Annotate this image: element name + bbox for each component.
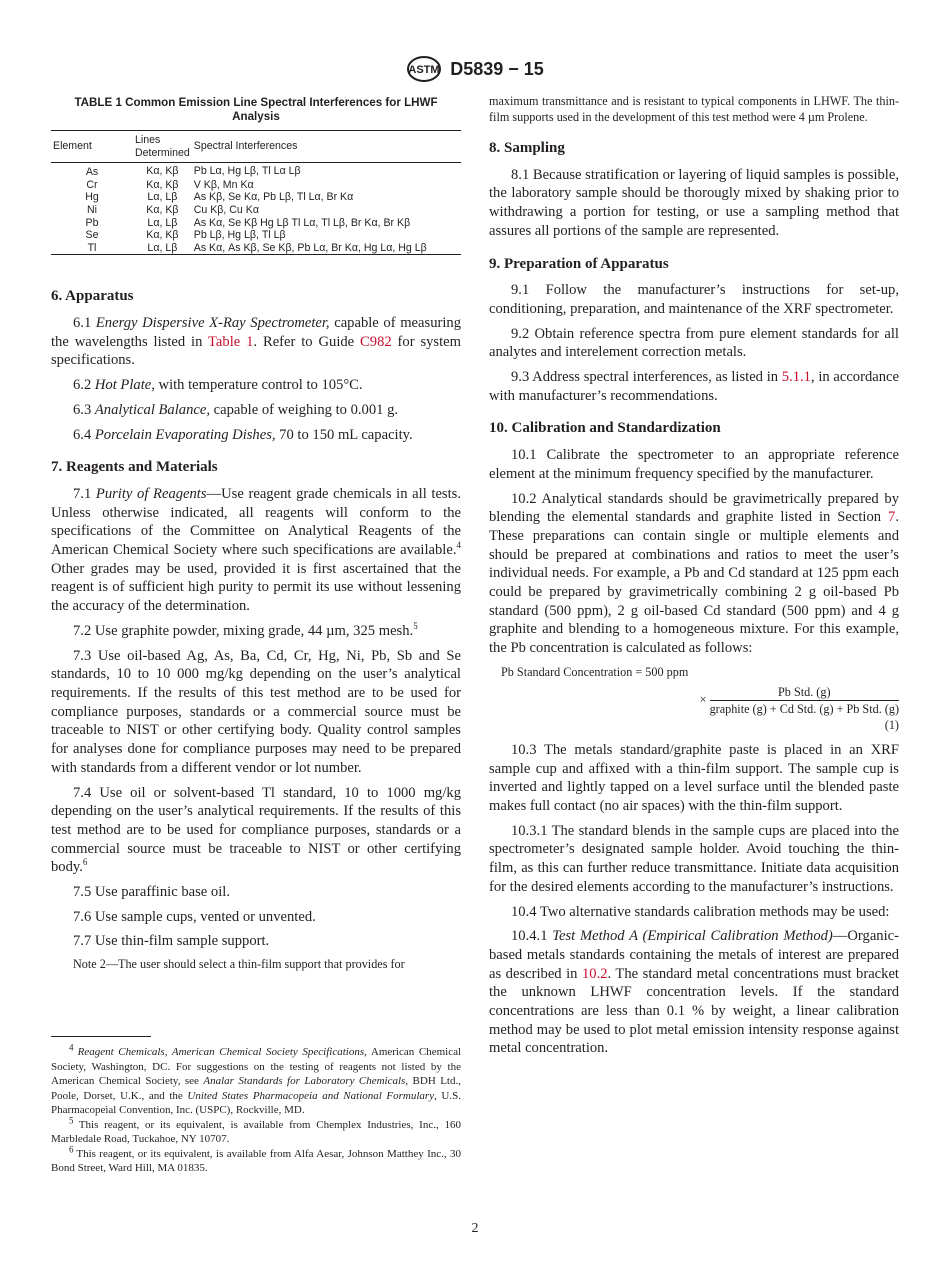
text-run: , BDH Ltd., Poole, Dorset, U.K., and the	[51, 1075, 461, 1102]
text-run: . The standard metal concentrations must bracket the unknown LHWF concentration levels. If the standard concentrations are less than 0.1 % by weight, a linear calibration method may be used to plot metal emission intensity response against metal concentration.	[489, 965, 899, 1057]
denominator: graphite (g) + Cd Std. (g) + Pb Std. (g)	[709, 701, 899, 716]
table-1	[51, 130, 461, 255]
cross-reference-link[interactable]: 7	[888, 509, 896, 526]
designation: D5839 − 15	[450, 58, 544, 79]
astm-logo-icon	[406, 56, 442, 82]
text-run: Analytical Balance,	[94, 401, 210, 418]
paragraph	[51, 376, 461, 395]
text-run: 6.4	[73, 426, 95, 443]
section-heading: 10. Calibration and Standardization	[489, 420, 721, 437]
text-run: with temperature control to 105°C.	[154, 377, 363, 394]
table-cell: Lα, Lβ	[147, 216, 178, 229]
footnote-marker: 4	[69, 1042, 78, 1053]
text-run: 7.4 Use oil or solvent-based Tl standard, 10 to 1000 mg/kg depending on the user’s analytical requirements. If the results of this test method are to be used for compliance purposes, standards or a commercial source must be traceable to NIST or other certifying body.	[51, 784, 461, 876]
footnote-marker: 5	[69, 1114, 79, 1125]
text-run: maximum transmittance and is resistant to typical components in LHWF. The thin-film supports used in the development of this test method were 4 µm Prolene.	[489, 94, 899, 124]
text-run: This reagent, or its equivalent, is available from Chemplex Industries, Inc., 160 Marbledale Road, Tuckahoe, NY 10707.	[51, 1118, 462, 1145]
table-cell: Hg	[85, 191, 99, 204]
paragraph	[489, 927, 899, 1058]
text-run: . These preparations can contain single or multiple elements and should be prepared at combinations and ratios to meet the user’s individual needs. For example, a Pb and Cd standard at 125 ppm each could be prepared by gravimetrically combining 2 g oil-based Pb standard (500 ppm), 2 g oil-based Cd standard (500 ppm) and 4 g graphite and blending to a homogeneous mixture. For this example, the Pb concentration is calculated as follows:	[489, 509, 899, 657]
paragraph	[51, 784, 461, 878]
cross-reference-link[interactable]: 5.1.1	[781, 369, 811, 386]
equation-lhs: Pb Standard Concentration = 500 ppm	[501, 664, 689, 679]
paragraph	[489, 490, 899, 658]
svg-text:ASTM: ASTM	[408, 64, 440, 76]
text-run: 6.3	[73, 401, 95, 418]
text-run: 10.3 The metals standard/graphite paste is placed in an XRF sample cup and affixed with a thin-film support. The sample cup is inverted and lightly tapped on a level surface until the blended paste makes full contact (no air spaces) with the thin-film support.	[489, 741, 899, 814]
table-cell: As Kα, As Kβ, Se Kβ, Pb Lα, Br Kα, Hg Lα, Hg Lβ	[193, 241, 427, 254]
paragraph	[489, 325, 899, 362]
section-heading: 8. Sampling	[489, 140, 565, 156]
equation-1	[501, 664, 899, 733]
times-sign: ×	[699, 692, 707, 707]
cross-reference-link[interactable]: 10.2	[581, 965, 608, 982]
text-run: capable of measuring the wavelengths listed in	[51, 315, 461, 350]
table-row	[51, 242, 461, 255]
text-run: 7.3 Use oil-based Ag, As, Ba, Cd, Cr, Hg, Ni, Pb, Sb and Se standards, 10 to 10 000 mg/kg depending on the user’s analytical requirements. If the results of this test method are to be used for compliance purposes, standards or a commercial source must be traceable to NIST or other certifying body. Quality control samples for analyses done for compliance purposes may need to be prepared with standards from a different vendor or lot number.	[51, 647, 461, 776]
section-heading: 7. Reagents and Materials	[51, 459, 218, 476]
text-run: —Use reagent grade chemicals in all tests. Unless otherwise indicated, all reagents will conform to the specifications of the Committee on Analytical Reagents of the American Chemical Society where such specifications are available.	[51, 485, 461, 559]
footnote-marker: 5	[413, 621, 418, 632]
paragraph	[489, 281, 899, 318]
paragraph	[489, 822, 899, 897]
table-cell: As Kβ, Se Kα, Pb Lβ, Tl Lα, Br Kα	[193, 191, 354, 204]
text-run: 6.1	[73, 315, 96, 332]
equation-number: (1)	[884, 717, 899, 732]
text-run: Reagent Chemicals, American Chemical Society Specifications	[77, 1046, 365, 1058]
paragraph	[51, 647, 461, 778]
footnote-rule	[51, 1036, 151, 1037]
text-run: 8.1 Because stratification or layering of liquid samples is possible, the laboratory sample should be thorougly mixed by shaking prior to withdrawing a portion for testing, or use a sampling method that assures all portions of the sample are represented.	[489, 166, 899, 239]
text-run: capable of weighing to 0.001 g.	[209, 401, 399, 418]
numerator: Pb Std. (g)	[710, 684, 899, 701]
text-run: This reagent, or its equivalent, is available from Alfa Aesar, Johnson Matthey Inc., 30 Bond Street, Ward Hill, MA 01835.	[51, 1147, 461, 1174]
table-cell: Cu Kβ, Cu Kα	[193, 203, 259, 216]
paragraph	[51, 314, 461, 370]
paragraph	[51, 401, 461, 420]
table-cell: Kα, Kβ	[146, 203, 179, 216]
text-run: 6.2	[73, 377, 95, 394]
text-run: 7.7 Use thin-film sample support.	[73, 933, 270, 950]
note	[51, 957, 461, 972]
text-run: —Organic-based metals standards containing the metals of interest are prepared as described in	[489, 928, 899, 982]
text-run: 9.3 Address spectral interferences, as listed in	[511, 369, 782, 386]
text-run: , U.S. Pharmacopeial Convention, Inc. (USPC), Rockville, MD.	[51, 1089, 461, 1116]
table-row	[51, 191, 461, 204]
table-cell: Kα, Kβ	[146, 229, 179, 242]
footnote-marker: 4	[456, 540, 461, 551]
paragraph	[489, 903, 899, 922]
paragraph	[489, 94, 899, 125]
table-cell: Lα, Lβ	[147, 241, 178, 254]
text-run: Analar Standards for Laboratory Chemicals	[203, 1075, 406, 1087]
text-run: 9.2 Obtain reference spectra from pure element standards for all analytes and interelement correction metals.	[489, 325, 899, 361]
column-header: Lines Determined	[133, 131, 192, 163]
table-row	[51, 163, 461, 179]
paragraph	[489, 741, 899, 816]
table-cell: As	[85, 166, 99, 179]
text-run: Other grades may be used, provided it is first ascertained that the reagent is of sufficient high purity to permit its use without lessening the accuracy of the determination.	[51, 560, 461, 615]
table-row	[51, 179, 461, 192]
text-run: Energy Dispersive X-Ray Spectrometer,	[95, 315, 330, 332]
text-run: 10.4.1	[511, 928, 553, 945]
table-cell: Tl	[87, 241, 97, 254]
left-column	[51, 96, 462, 1174]
footnote-marker: 6	[82, 857, 88, 868]
table-caption: TABLE 1 Common Emission Line Spectral Interferences for LHWF Analysis	[74, 96, 438, 123]
paragraph	[51, 883, 461, 902]
table-row	[51, 204, 461, 217]
text-run: Test Method A (Empirical Calibration Method)	[552, 928, 833, 945]
table-cell: Cr	[86, 178, 98, 191]
text-run: Porcelain Evaporating Dishes,	[94, 426, 276, 443]
paragraph	[51, 426, 461, 445]
column-header: Element	[51, 131, 133, 163]
text-run: , in accordance with manufacturer’s recommendations.	[489, 369, 899, 404]
table-cell: V Kβ, Mn Kα	[193, 178, 254, 191]
table-cell: Pb Lβ, Hg Lβ, Tl Lβ	[193, 229, 286, 242]
table-cell: Ni	[86, 203, 97, 216]
footnote	[51, 1114, 462, 1147]
text-run: 7.6 Use sample cups, vented or unvented.	[73, 908, 316, 925]
right-column	[489, 94, 899, 1064]
table-cell: As Kα, Se Kβ Hg Lβ Tl Lα, Tl Lβ, Br Kα, Br Kβ	[193, 216, 411, 229]
table-row	[51, 217, 461, 230]
paragraph	[51, 932, 461, 951]
table-cell: Pb Lα, Hg Lβ, Tl Lα Lβ	[193, 164, 301, 177]
paragraph	[51, 908, 461, 927]
section-heading: 6. Apparatus	[51, 288, 134, 305]
table-cell: Kα, Kβ	[146, 164, 179, 177]
paragraph	[51, 622, 461, 641]
text-run: Note 2—The user should select a thin-film support that provides for	[73, 957, 405, 972]
fraction	[710, 684, 899, 717]
paragraph	[489, 368, 899, 405]
cross-reference-link[interactable]: C982	[360, 333, 392, 350]
cross-reference-link[interactable]: Table 1	[208, 333, 254, 350]
paragraph	[51, 485, 461, 616]
text-run: 10.4 Two alternative standards calibration methods may be used:	[511, 903, 890, 920]
table-cell: Pb	[85, 216, 99, 229]
table-row	[51, 229, 461, 242]
text-run: for system specifications.	[51, 333, 461, 369]
footnote	[51, 1143, 461, 1176]
column-header: Spectral Interferences	[192, 131, 461, 163]
text-run: 7.2 Use graphite powder, mixing grade, 44 µm, 325 mesh.	[73, 622, 414, 639]
page-header	[0, 56, 950, 82]
text-run: 7.5 Use paraffinic base oil.	[73, 884, 230, 901]
footnote-marker: 6	[69, 1143, 77, 1154]
text-run: 7.1	[73, 485, 96, 502]
page-number: 2	[471, 1221, 479, 1236]
text-run: 10.3.1 The standard blends in the sample cups are placed into the spectrometer’s designated sample holder. Avoid touching the thin-film, as this can further reduce transmittance. Initiate data acquisition for the desired elements according to the manufacturer’s instructions.	[489, 822, 899, 895]
text-run: Hot Plate,	[94, 377, 155, 394]
text-run: 10.2 Analytical standards should be gravimetrically prepared by blending the elemental standards and graphite listed in Section	[489, 490, 899, 526]
text-run: Purity of Reagents	[95, 485, 207, 502]
text-run: 70 to 150 mL capacity.	[275, 426, 413, 443]
paragraph	[489, 446, 899, 483]
table-cell: Se	[85, 229, 99, 242]
text-run: . Refer to Guide	[253, 333, 361, 350]
text-run: 10.1 Calibrate the spectrometer to an appropriate reference element at the minimum frequency specified by the manufacturer.	[489, 447, 899, 482]
text-run: United States Pharmacopeia and National Formulary	[187, 1089, 435, 1102]
table-cell: Kα, Kβ	[146, 178, 179, 191]
section-heading: 9. Preparation of Apparatus	[489, 255, 669, 272]
footnote	[51, 1042, 462, 1118]
table-cell: Lα, Lβ	[147, 191, 178, 204]
text-run: , American Chemical Society, Washington, DC. For suggestions on the testing of reagents not listed by the American Chemical Society, see	[51, 1046, 462, 1087]
paragraph	[489, 166, 899, 241]
text-run: 9.1 Follow the manufacturer’s instructions for set-up, conditioning, preparation, and maintenance of the XRF spectrometer.	[489, 282, 899, 317]
